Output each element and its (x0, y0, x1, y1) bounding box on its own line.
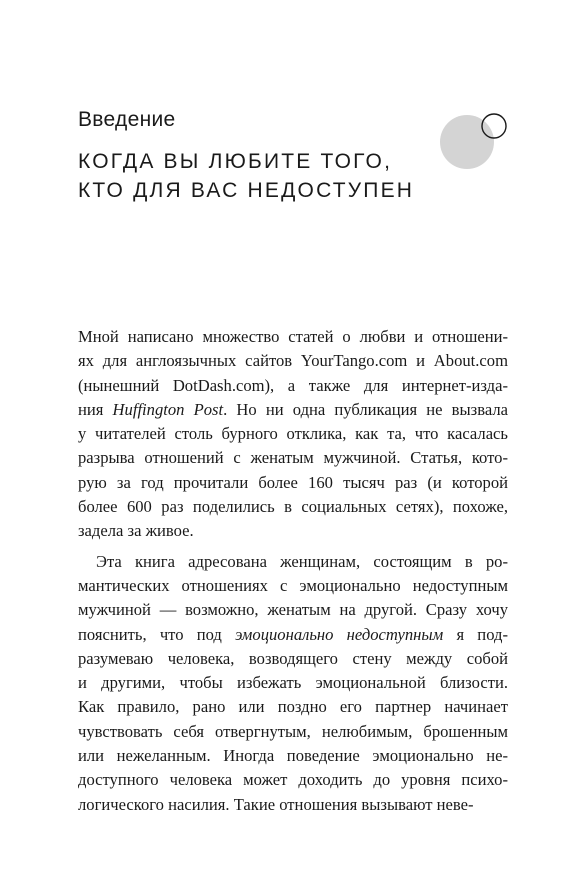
text-segment: (нынешний DotDash.com), а также для интернет-изда- (78, 375, 508, 395)
text-line (78, 671, 508, 695)
body-text (78, 325, 508, 817)
text-line (78, 744, 508, 768)
text-line (78, 446, 508, 470)
chapter-title-line: КОГДА ВЫ ЛЮБИТЕ ТОГО, (78, 150, 393, 173)
chapter-title-line: КТО ДЛЯ ВАС НЕДОСТУПЕН (78, 179, 415, 202)
text-segment: мантических отношениях с эмоционально недоступным (78, 575, 508, 595)
text-segment: рую за год прочитали более 160 тысяч раз (и которой (78, 472, 508, 492)
text-segment: ния (78, 399, 113, 419)
text-line (78, 422, 508, 446)
text-segment: я под- (443, 624, 508, 644)
text-line (78, 398, 508, 422)
text-line (78, 495, 508, 519)
text-segment: Как правило, рано или поздно его партнер начинает (78, 697, 508, 717)
text-line (78, 695, 508, 719)
text-segment: разумеваю человека, возводящего стену между собой (78, 648, 508, 668)
text-segment: ях для англоязычных сайтов YourTango.com и About.com (78, 351, 508, 371)
text-segment: разрыва отношений с женатым мужчиной. Статья, кото- (78, 448, 508, 468)
italic-text: Huffington Post (112, 399, 224, 419)
text-line (78, 598, 508, 622)
text-segment: . Но ни одна публикация не вызвала (223, 399, 508, 419)
italic-text: эмоционально недоступным (235, 624, 444, 644)
text-segment: Мной написано множество статей о любви и отношени- (78, 327, 508, 346)
text-line (78, 374, 508, 398)
text-line (78, 349, 508, 373)
text-line (78, 471, 508, 495)
chapter-title (78, 147, 414, 205)
text-line (78, 519, 508, 543)
text-segment: более 600 раз поделились в социальных сетях), похоже, (78, 497, 508, 517)
text-line (78, 647, 508, 671)
paragraph (78, 325, 508, 544)
text-line (78, 793, 508, 817)
paragraph (78, 550, 508, 817)
decorative-circles-icon (440, 108, 510, 178)
text-segment: и другими, чтобы избежать эмоциональной близости. (78, 673, 508, 693)
text-line (78, 768, 508, 792)
text-line (78, 550, 508, 574)
text-segment: у читателей столь бурного отклика, как та, что касалась (78, 424, 508, 444)
text-segment: задела за живое. (78, 521, 194, 541)
text-line (78, 325, 508, 349)
chapter-label: Введение (78, 108, 176, 131)
text-segment: пояснить, что под (78, 624, 236, 644)
text-segment: или нежеланным. Иногда поведение эмоционально не- (78, 746, 508, 766)
text-segment: чувствовать себя отвергнутым, нелюбимым, брошенным (78, 721, 508, 741)
text-segment: логического насилия. Такие отношения вызывают неве- (78, 794, 474, 814)
text-line (78, 574, 508, 598)
text-segment: доступного человека может доходить до уровня психо- (78, 770, 508, 790)
text-line (78, 623, 508, 647)
text-line (78, 720, 508, 744)
filled-circle-shape (440, 115, 494, 169)
text-segment: Эта книга адресована женщинам, состоящим в ро- (96, 551, 508, 571)
text-segment: мужчиной — возможно, женатым на другой. Сразу хочу (78, 600, 508, 620)
